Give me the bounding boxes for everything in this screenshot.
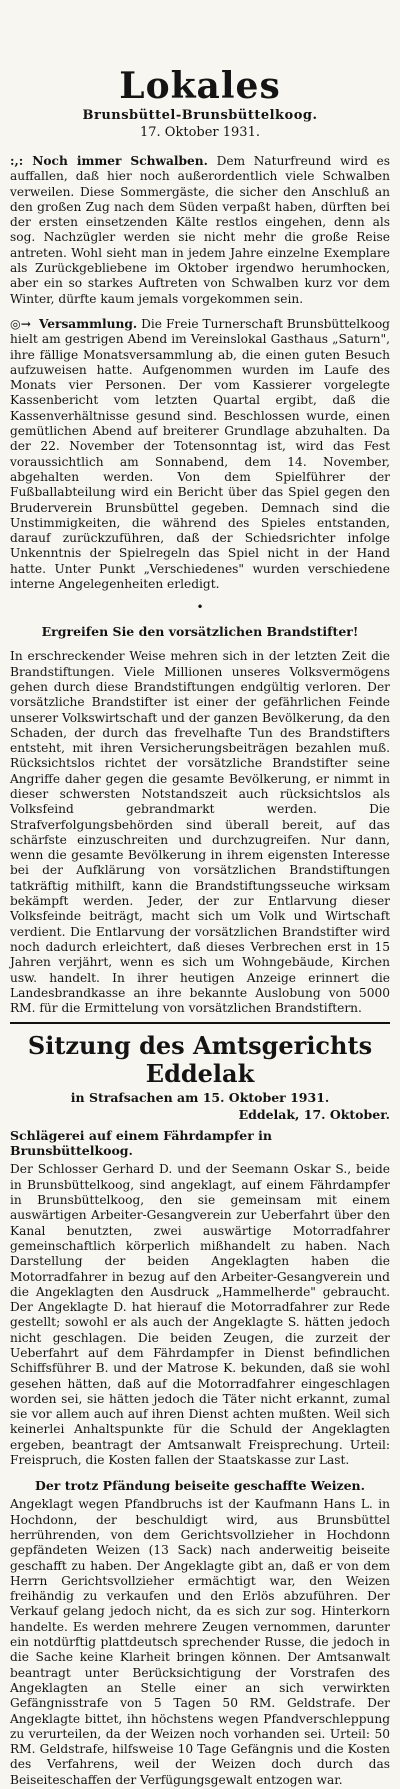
court-dateline: Eddelak, 17. Oktober. — [238, 1107, 390, 1123]
pointer-icon: ◎→ — [10, 316, 31, 331]
appeal-title: Ergreifen Sie den vorsätzlichen Brandstifter! — [41, 624, 359, 640]
article-meeting-lead: Versammlung. — [38, 316, 138, 331]
separator-bullet: • — [196, 600, 204, 615]
section-title: Lokales — [119, 65, 281, 107]
court-title: Sitzung des Amtsgerichts Eddelak — [27, 1031, 373, 1089]
case2-body: Angeklagt wegen Pfandbruchs ist der Kaufmann Hans L. in Hochdonn, der beschuldigt wird, aus Brunsbüttel herrührenden, von dem Gerichtsvollzieher in Hochdonn gepfändeten Weizen (13 Sack) nach anderweitig beiseite geschafft zu haben. Der Angeklagte gibt an, daß er von dem Herrn Gerichtsvollzieher ermächtigt war, den Weizen freihändig zu verkaufen und den Erlös abzuführen. Der Verkauf gelang jedoch nicht, da es sich zur sog. Hinterkorn handelte. Es werden mehrere Zeugen vernommen, darunter ein notdürftig plattdeutsch sprechender Russe, die jedoch in die Sache keine Klarheit bringen können. Der Amtsanwalt beantragt unter Berücksichtigung der Vorstrafen des Angeklagten an Stelle einer an sich verwirkten Gefängnisstrafe von 5 Tagen 50 RM. Geldstrafe. Der Angeklagte bittet, ihn höchstens wegen Pfandverschleppung zu verurteilen, da der Weizen noch vorhanden sei. Urteil: 50 RM. Geldstrafe, hilfsweise 10 Tage Gefängnis und die Kosten des Verfahrens, weil der Weizen doch durch das Beiseiteschaffen der Verfügungsgewalt entzogen war. — [10, 1497, 390, 1787]
region-heading: Brunsbüttel-Brunsbüttelkoog. — [82, 108, 318, 123]
article-swallows — [10, 154, 390, 307]
dateline: 17. Oktober 1931. — [140, 125, 260, 140]
case2-title: Der trotz Pfändung beiseite geschaffte Weizen. — [35, 1478, 365, 1494]
section-divider — [10, 1022, 390, 1024]
newspaper-page — [0, 66, 400, 1789]
appeal-body: In erschreckender Weise mehren sich in der letzten Zeit die Brandstiftungen. Viele Millionen unseres Volksvermögens gehen durch diese Brandstiftungen endgültig verloren. Der vorsätzliche Brandstifter ist einer der gefährlichen Feinde unserer Volkswirtschaft und der ganzen Bevölkerung, da den Schaden, der durch das frevelhafte Tun des Brandstifters entsteht, mit ihren Versicherungsbeiträgen bezahlen muß. Rücksichtslos richtet der vorsätzliche Brandstifter seine Angriffe daher gegen die gesamte Bevölkerung, er nimmt in dieser schwersten Notstandszeit auch rücksichtslos als Volksfeind gebrandmarkt werden. Die Strafverfolgungsbehörden sind überall bereit, auf das schärfste einzuschreiten und durchzugreifen. Nur dann, wenn die gesamte Bevölkerung in ihrem eigensten Interesse bei der Aufklärung von vorsätzlichen Brandstiftungen tatkräftig mithilft, kann die Brandstiftungsseuche wirksam bekämpft werden. Jeder, der zur Entlarvung dieser Volksfeinde beiträgt, macht sich um Volk und Wirtschaft verdient. Die Entlarvung der vorsätzlichen Brandstifter wird noch dadurch erleichtert, daß dieses Verbrechen erst in 15 Jahren verjährt, wenn es sich um Wohngebäude, Kirchen usw. handelt. In ihrer heutigen Anzeige erinnert die Landesbrandkasse an ihre bekannte Auslobung von 5000 RM. für die Ermittelung von vorsätzlichen Brandstiftern. — [10, 649, 390, 1016]
court-subtitle: in Strafsachen am 15. Oktober 1931. — [70, 1090, 330, 1106]
article-meeting — [10, 317, 390, 592]
article-meeting-body: Die Freie Turnerschaft Brunsbüttelkoog hielt am gestrigen Abend im Vereinslokal Gasthaus „Saturn", ihre fällige Monatsversammlung ab, die einen guten Besuch aufzuweisen hatte. Aufgenommen wurden im Laufe des Monats vier Personen. Der vom Kassierer vorgelegte Kassenbericht vom letzten Quartal ergibt, daß die Kassenverhältnisse gesund sind. Beschlossen wurde, einen gemütlichen Abend auf breiterer Grundlage abzuhalten. Da der 22. November der Totensonntag ist, wird das Fest voraussichtlich am Sonnabend, dem 14. November, abgehalten werden. Von dem Spielführer der Fußballabteilung wird ein Bericht über das Spiel gegen den Bruderverein Brunsbüttel gegeben. Demnach sind die Unstimmigkeiten, die während des Spieles entstanden, darauf zurückzuführen, daß der Schiedsrichter infolge Unkenntnis der Spielregeln das Spiel nicht in der Hand hatte. Unter Punkt „Verschiedenes" wurden verschiedene interne Angelegenheiten erledigt. — [10, 316, 390, 592]
article-swallows-lead: :,: Noch immer Schwalben. — [10, 154, 208, 168]
case1-title: Schlägerei auf einem Fährdampfer in Brunsbüttelkoog. — [10, 1128, 273, 1159]
case1-body: Der Schlosser Gerhard D. und der Seemann Oskar S., beide in Brunsbüttelkoog, sind angeklagt, auf einem Fährdampfer in Brunsbüttelkoog, den sie gemeinsam mit einem auswärtigen Arbeiter-Gesangverein zur Ueberfahrt über den Kanal benutzten, zwei auswärtige Motorradfahrer gemeinschaftlich körperlich mißhandelt zu haben. Nach Darstellung der beiden Angeklagten haben die Motorradfahrer in bezug auf den Arbeiter-Gesangverein und die Angeklagten den Ausdruck „Hammelherde" gebraucht. Der Angeklagte D. hat hierauf die Motorradfahrer zur Rede gestellt; sowohl er als auch der Angeklagte S. hätten jedoch nicht geschlagen. Die beiden Zeugen, die zurzeit der Ueberfahrt auf dem Fährdampfer in Dienst befindlichen Schiffsführer B. und der Matrose K. bekunden, daß sie wohl gesehen hätten, daß auf die Motorradfahrer eingeschlagen worden sei, sie hätten jedoch die Täter nicht erkannt, zumal sie vor allem auch auf ihren Dienst achten mußten. Weil sich keinerlei Anhaltspunkte für die Schuld der Angeklagten ergeben, beantragt der Amtsanwalt Freisprechung. Urteil: Freispruch, die Kosten fallen der Staatskasse zur Last. — [10, 1162, 390, 1468]
article-swallows-body: Dem Naturfreund wird es auffallen, daß hier noch außerordentlich viele Schwalben verweilen. Diese Sommergäste, die sicher den Anschluß an den großen Zug nach dem Süden verpaßt haben, dürften bei der ersten einsetzenden Kälte restlos eingehen, denn als sog. Nachzügler werden sie nicht mehr die große Reise antreten. Wohl sieht man in jedem Jahre einzelne Exemplare als Zurückgebliebene im Oktober irgendwo herumhocken, aber ein so starkes Auftreten von Schwalben kurz vor dem Winter, dürfte kaum jemals vorgekommen sein. — [10, 154, 391, 306]
